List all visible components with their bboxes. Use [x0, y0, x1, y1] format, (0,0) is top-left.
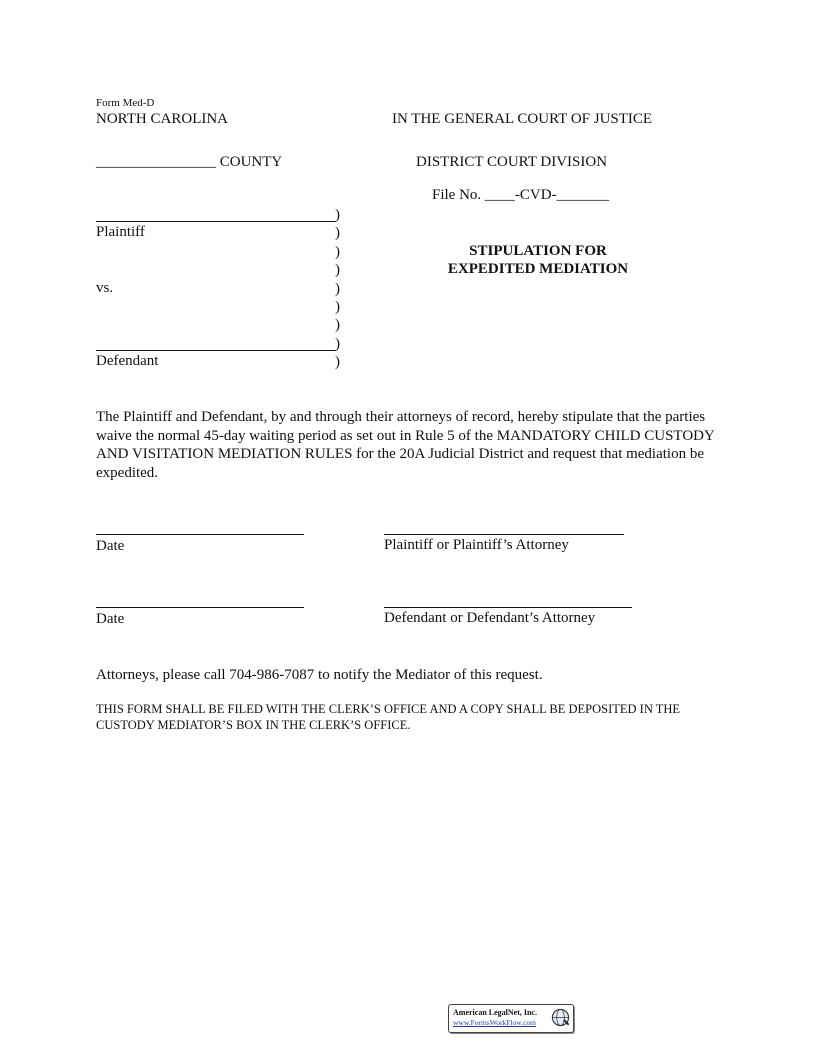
logo-url-link[interactable]: www.FormsWorkFlow.com [453, 1018, 537, 1027]
plaintiff-name-line[interactable] [96, 221, 336, 222]
form-id: Form Med-D [96, 97, 155, 109]
stipulation-body: The Plaintiff and Defendant, by and through their attorneys of record, hereby stipulate that the parties waive the normal 45-day waiting period as set out in Rule 5 of the MANDATORY CHILD CUSTODY AND VISITATION MEDIATION RULES for the 20A Judicial District and request that mediation be expedited. [96, 409, 715, 481]
logo-company-name: American LegalNet, Inc. [453, 1008, 537, 1017]
court-name: IN THE GENERAL COURT OF JUSTICE [392, 111, 653, 127]
defendant-signature-label: Defendant or Defendant’s Attorney [384, 610, 596, 626]
date-label-1: Date [96, 538, 125, 554]
globe-icon [551, 1008, 570, 1027]
caption-paren: ) [335, 225, 340, 242]
document-title-line-1: STIPULATION FOR [469, 243, 607, 259]
county-line [96, 154, 282, 171]
file-no-blank-year[interactable]: ____ [484, 187, 515, 203]
defendant-signature-line[interactable] [384, 607, 632, 608]
division-name: DISTRICT COURT DIVISION [416, 154, 608, 170]
file-no-label: File No. [432, 187, 482, 203]
caption-paren: ) [335, 335, 340, 352]
plaintiff-label: Plaintiff [96, 224, 145, 240]
caption-paren: ) [335, 354, 340, 371]
file-no-separator: -CVD- [514, 187, 557, 203]
plaintiff-signature-line[interactable] [384, 534, 624, 535]
date-label-2: Date [96, 611, 125, 627]
caption-paren: ) [335, 317, 340, 334]
county-label: COUNTY [219, 154, 283, 170]
state-name: NORTH CAROLINA [96, 111, 229, 127]
caption-paren: ) [335, 280, 340, 297]
defendant-name-line[interactable] [96, 350, 336, 351]
plaintiff-signature-label: Plaintiff or Plaintiff’s Attorney [384, 537, 569, 553]
filing-notice: THIS FORM SHALL BE FILED WITH THE CLERK’S OFFICE AND A COPY SHALL BE DEPOSITED IN THE CUSTODY MEDIATOR’S BOX IN THE CLERK’S OFFICE. [96, 702, 681, 732]
county-blank[interactable]: ________________ [96, 154, 216, 170]
date-line-2[interactable] [96, 607, 304, 608]
footer-logo[interactable] [448, 1004, 574, 1033]
caption-paren: ) [335, 299, 340, 315]
vs-label: vs. [96, 280, 114, 296]
file-number [432, 187, 609, 204]
defendant-label: Defendant [96, 353, 159, 369]
caption-paren: ) [335, 243, 340, 260]
date-line-1[interactable] [96, 534, 304, 535]
caption-paren: ) [335, 262, 340, 279]
caption-paren: ) [335, 207, 340, 223]
call-mediator-note: Attorneys, please call 704-986-7087 to notify the Mediator of this request. [96, 667, 543, 683]
file-no-blank-number[interactable]: _______ [556, 187, 610, 203]
document-title-line-2: EXPEDITED MEDIATION [447, 261, 629, 277]
